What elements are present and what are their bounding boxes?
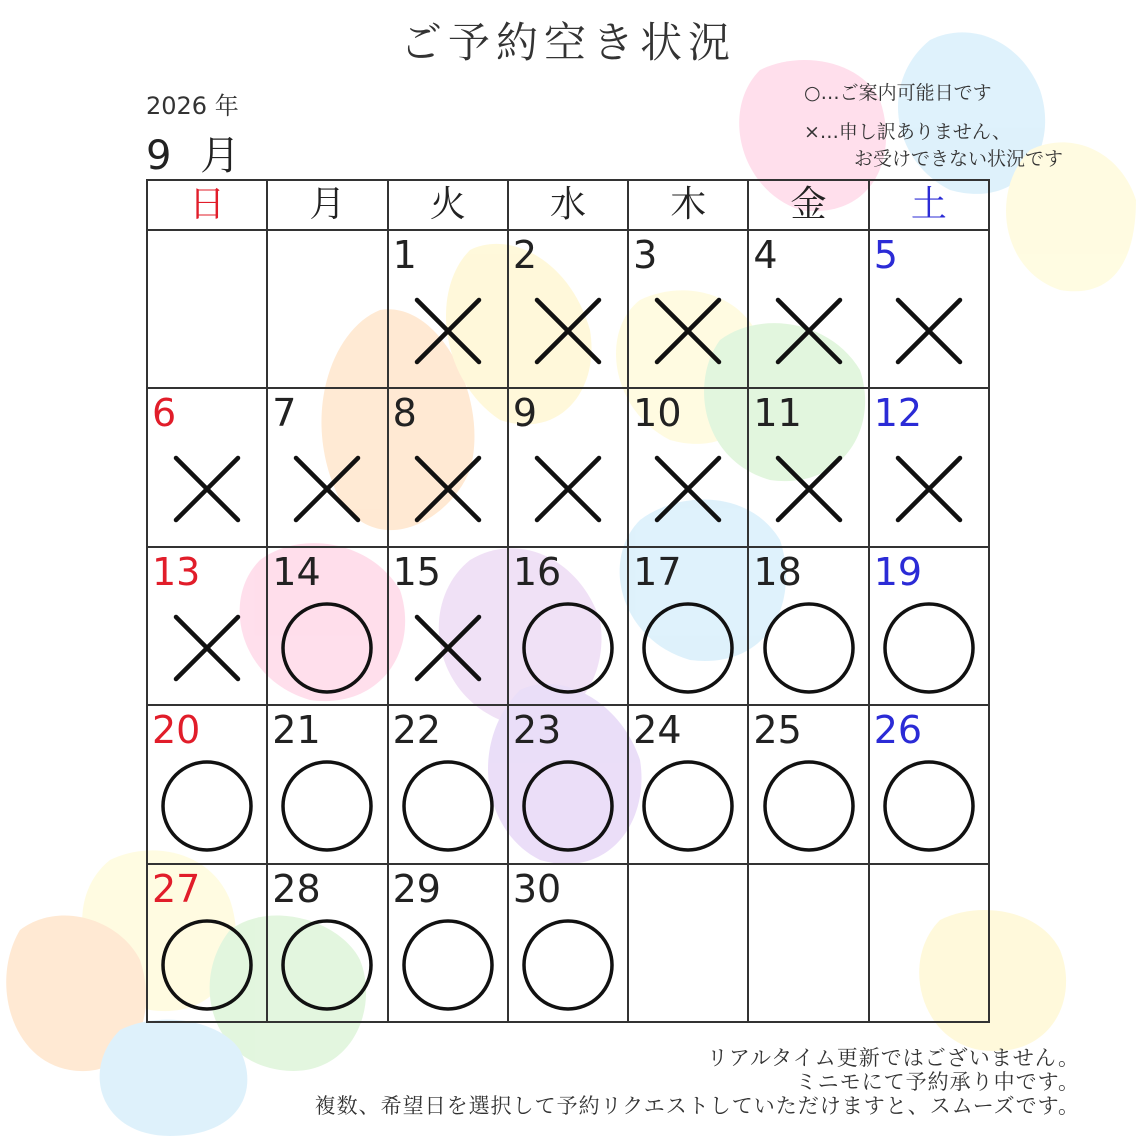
day-number: 25 [753,708,802,753]
legend-available: ○…ご案内可能日です [804,82,992,104]
day-number: 13 [152,549,201,594]
calendar-day-cell [387,863,507,1021]
calendar-day-cell [387,387,507,545]
year-label: 2026 年 [146,92,239,120]
day-number: 17 [633,549,682,594]
day-number: 12 [873,391,923,436]
footer-notes [315,1046,1080,1118]
day-number: 21 [272,708,321,753]
calendar-day-cell [146,229,266,387]
calendar-day-cell [507,704,627,862]
day-number: 8 [392,391,417,436]
day-number: 6 [152,391,177,436]
calendar-day-cell [266,704,386,862]
legend-unavailable-line1: ×…申し訳ありません、 [804,121,1012,143]
calendar-day-cell [747,863,867,1021]
calendar-day-cell [747,546,867,704]
day-number: 24 [633,708,682,753]
calendar-day-cell [868,546,988,704]
calendar-day-cell [507,387,627,545]
calendar-day-cell [387,704,507,862]
calendar-day-cell [387,546,507,704]
day-number: 2 [512,233,538,277]
day-number: 1 [392,233,417,277]
legend-unavailable-line2: お受けできない状況です [854,148,1064,170]
day-number: 19 [873,549,923,594]
day-number: 14 [272,549,321,594]
day-number: 11 [753,391,802,436]
day-number: 27 [152,866,201,911]
day-number: 3 [633,233,658,277]
calendar-day-cell [627,229,747,387]
day-number: 10 [633,391,682,436]
calendar-day-cell [868,863,988,1021]
day-number: 7 [272,391,297,436]
weekday-header-thu: 木 [627,179,747,229]
calendar-day-cell [507,546,627,704]
calendar-day-cell [146,704,266,862]
calendar-day-cell [868,704,988,862]
day-number: 4 [753,233,778,277]
day-number: 15 [392,549,441,594]
calendar-day-cell [387,229,507,387]
weekday-header-sat: 土 [868,179,988,229]
calendar-day-cell [747,229,867,387]
weekday-header-sun: 日 [146,179,266,229]
day-number: 18 [753,549,802,594]
day-number: 20 [152,708,201,753]
day-number: 22 [392,708,441,753]
calendar-grid [146,179,990,1023]
note-line: 複数、希望日を選択して予約リクエストしていただけますと、スムーズです。 [314,1094,1080,1118]
calendar-day-cell [627,863,747,1021]
weekday-header-tue: 火 [387,179,507,229]
calendar-day-cell [868,229,988,387]
calendar-day-cell [627,387,747,545]
calendar-day-cell [747,387,867,545]
day-number: 5 [873,233,898,277]
weekday-header-wed: 水 [507,179,627,229]
day-number: 23 [512,708,562,753]
day-number: 28 [272,866,321,911]
calendar-day-cell [266,863,386,1021]
calendar-day-cell [146,387,266,545]
calendar-day-cell [266,546,386,704]
day-number: 29 [392,866,441,911]
calendar-day-cell [146,863,266,1021]
calendar-day-cell [507,863,627,1021]
weekday-header-fri: 金 [747,179,867,229]
calendar-day-cell [627,704,747,862]
day-number: 16 [512,549,562,594]
calendar-day-cell [266,229,386,387]
calendar-day-cell [627,546,747,704]
legend [804,80,1063,173]
calendar-day-cell [266,387,386,545]
note-line: ミニモにて予約承り中です。 [795,1070,1080,1094]
month-label: 9 月 [146,133,249,179]
day-number: 26 [873,708,923,753]
page-title: ご予約空き状況 [399,18,736,67]
day-number: 30 [512,866,562,911]
calendar-day-cell [507,229,627,387]
calendar-day-cell [747,704,867,862]
note-line: リアルタイム更新ではございません。 [706,1046,1080,1070]
day-number: 9 [512,391,538,436]
weekday-header-mon: 月 [266,179,386,229]
calendar-day-cell [868,387,988,545]
calendar-day-cell [146,546,266,704]
